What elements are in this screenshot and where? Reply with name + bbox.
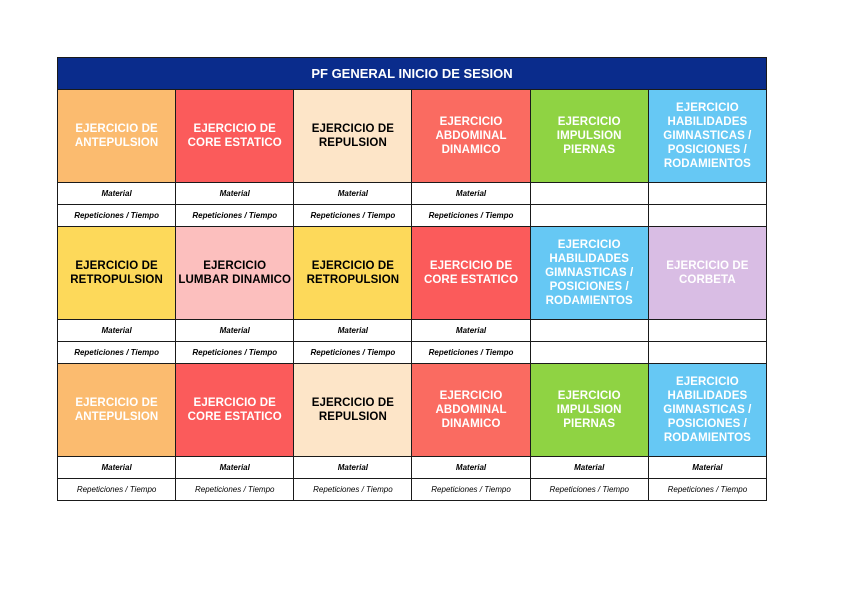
exercise-cell: EJERCICIO HABILIDADES GIMNASTICAS / POSICIONES / RODAMIENTOS: [530, 227, 648, 320]
material-cell: [530, 183, 648, 205]
repetitions-row: [58, 479, 767, 501]
repetitions-cell: Repeticiones / Tiempo: [176, 205, 294, 227]
exercise-cell: EJERCICIO DE CORBETA: [648, 227, 766, 320]
exercise-cell: EJERCICIO DE CORE ESTATICO: [176, 364, 294, 457]
material-row: [58, 457, 767, 479]
exercise-row: [58, 364, 767, 457]
repetitions-cell: Repeticiones / Tiempo: [176, 479, 294, 501]
exercise-cell: EJERCICIO DE REPULSION: [294, 364, 412, 457]
material-row: [58, 183, 767, 205]
material-cell: Material: [294, 183, 412, 205]
material-cell: Material: [412, 320, 530, 342]
material-cell: Material: [294, 320, 412, 342]
exercise-cell: EJERCICIO DE RETROPULSION: [58, 227, 176, 320]
exercise-cell: EJERCICIO DE REPULSION: [294, 90, 412, 183]
session-sheet-table: [57, 57, 767, 501]
material-cell: Material: [412, 183, 530, 205]
material-cell: [648, 183, 766, 205]
repetitions-cell: Repeticiones / Tiempo: [294, 205, 412, 227]
exercise-cell: EJERCICIO DE CORE ESTATICO: [176, 90, 294, 183]
repetitions-cell: [648, 205, 766, 227]
repetitions-cell: Repeticiones / Tiempo: [58, 479, 176, 501]
repetitions-cell: [648, 342, 766, 364]
repetitions-cell: Repeticiones / Tiempo: [294, 479, 412, 501]
material-row: [58, 320, 767, 342]
exercise-cell: EJERCICIO DE ANTEPULSION: [58, 364, 176, 457]
exercise-cell: EJERCICIO HABILIDADES GIMNASTICAS / POSICIONES / RODAMIENTOS: [648, 90, 766, 183]
repetitions-cell: Repeticiones / Tiempo: [412, 342, 530, 364]
material-cell: Material: [176, 457, 294, 479]
material-cell: Material: [58, 183, 176, 205]
exercise-cell: EJERCICIO DE CORE ESTATICO: [412, 227, 530, 320]
exercise-cell: EJERCICIO ABDOMINAL DINAMICO: [412, 364, 530, 457]
exercise-cell: EJERCICIO HABILIDADES GIMNASTICAS / POSICIONES / RODAMIENTOS: [648, 364, 766, 457]
title-row: [58, 58, 767, 90]
material-cell: Material: [176, 183, 294, 205]
exercise-row: [58, 90, 767, 183]
repetitions-cell: Repeticiones / Tiempo: [412, 479, 530, 501]
material-cell: [530, 320, 648, 342]
exercise-cell: EJERCICIO IMPULSION PIERNAS: [530, 364, 648, 457]
repetitions-cell: Repeticiones / Tiempo: [648, 479, 766, 501]
repetitions-cell: Repeticiones / Tiempo: [58, 342, 176, 364]
exercise-cell: EJERCICIO ABDOMINAL DINAMICO: [412, 90, 530, 183]
material-cell: Material: [294, 457, 412, 479]
exercise-cell: EJERCICIO DE RETROPULSION: [294, 227, 412, 320]
repetitions-cell: Repeticiones / Tiempo: [58, 205, 176, 227]
repetitions-cell: Repeticiones / Tiempo: [530, 479, 648, 501]
material-cell: Material: [412, 457, 530, 479]
material-cell: [648, 320, 766, 342]
exercise-cell: EJERCICIO LUMBAR DINAMICO: [176, 227, 294, 320]
material-cell: Material: [648, 457, 766, 479]
repetitions-cell: Repeticiones / Tiempo: [294, 342, 412, 364]
sheet-body: [58, 58, 767, 501]
repetitions-cell: [530, 205, 648, 227]
repetitions-cell: Repeticiones / Tiempo: [412, 205, 530, 227]
material-cell: Material: [176, 320, 294, 342]
material-cell: Material: [530, 457, 648, 479]
material-cell: Material: [58, 320, 176, 342]
exercise-cell: EJERCICIO IMPULSION PIERNAS: [530, 90, 648, 183]
repetitions-cell: Repeticiones / Tiempo: [176, 342, 294, 364]
repetitions-cell: [530, 342, 648, 364]
exercise-row: [58, 227, 767, 320]
exercise-cell: EJERCICIO DE ANTEPULSION: [58, 90, 176, 183]
repetitions-row: [58, 342, 767, 364]
material-cell: Material: [58, 457, 176, 479]
sheet-title: PF GENERAL INICIO DE SESION: [58, 58, 767, 90]
repetitions-row: [58, 205, 767, 227]
